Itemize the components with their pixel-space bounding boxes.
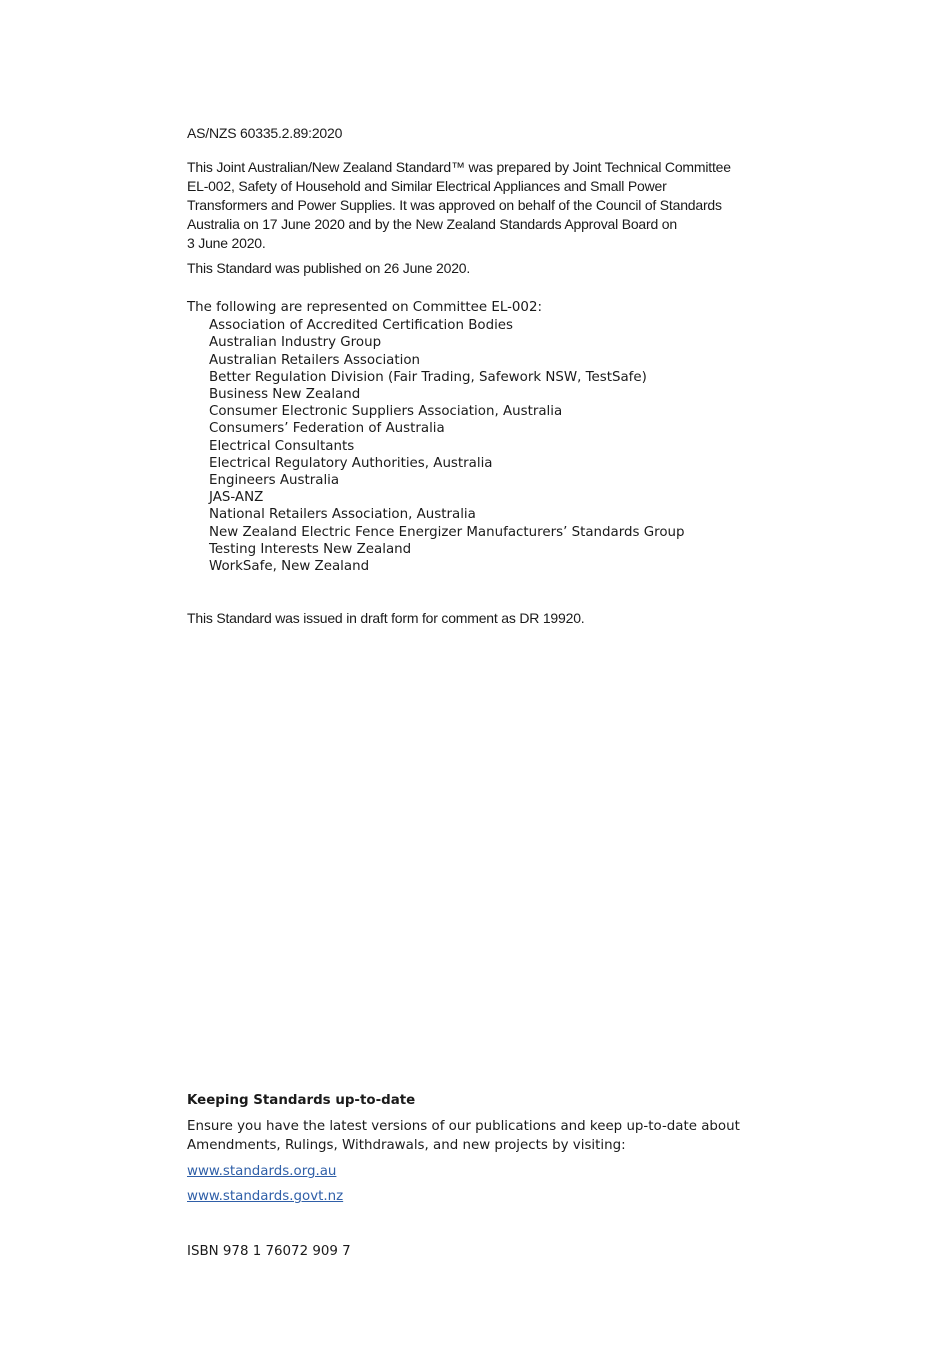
committee-member: WorkSafe, New Zealand (209, 559, 370, 575)
committee-member: Australian Industry Group (209, 335, 382, 351)
preparation-line: 3 June 2020. (187, 235, 266, 251)
committee-member-list (187, 317, 787, 575)
standards-new-zealand-link[interactable]: www.standards.govt.nz (187, 1189, 344, 1204)
committee-member: Business New Zealand (209, 387, 361, 403)
isbn-number: ISBN 978 1 76072 909 7 (187, 1244, 351, 1259)
keeping-up-to-date-section (187, 1092, 787, 1206)
committee-member: Better Regulation Division (Fair Trading, Safework NSW, TestSafe) (209, 369, 647, 385)
committee-member: Australian Retailers Association (209, 352, 421, 368)
preparation-line: Australia on 17 June 2020 and by the New Zealand Standards Approval Board on (187, 216, 677, 232)
standard-identifier: AS/NZS 60335.2.89:2020 (187, 125, 343, 141)
committee-member: Electrical Regulatory Authorities, Australia (209, 455, 493, 471)
committee-member: Association of Accredited Certification Bodies (209, 318, 514, 334)
committee-member: JAS-ANZ (209, 490, 264, 506)
publication-date-statement: This Standard was published on 26 June 2020. (187, 260, 471, 276)
committee-member: Testing Interests New Zealand (209, 541, 412, 557)
section-body (187, 1117, 787, 1155)
preparation-line: Transformers and Power Supplies. It was approved on behalf of the Council of Standards (187, 197, 722, 213)
standards-australia-link[interactable]: www.standards.org.au (187, 1164, 337, 1179)
committee-member: Consumer Electronic Suppliers Association, Australia (209, 404, 563, 420)
committee-member: Consumers’ Federation of Australia (209, 421, 445, 437)
body-line: Ensure you have the latest versions of our publications and keep up-to-date about (187, 1119, 740, 1134)
committee-member: National Retailers Association, Australia (209, 507, 476, 523)
preparation-line: EL-002, Safety of Household and Similar Electrical Appliances and Small Power (187, 178, 667, 194)
draft-note: This Standard was issued in draft form for comment as DR 19920. (187, 610, 585, 626)
committee-member: New Zealand Electric Fence Energizer Manufacturers’ Standards Group (209, 524, 685, 540)
committee-member: Engineers Australia (209, 473, 340, 489)
preparation-line: This Joint Australian/New Zealand Standard™ was prepared by Joint Technical Committee (187, 159, 731, 175)
committee-intro: The following are represented on Committee EL-002: (187, 300, 542, 315)
preparation-statement (187, 158, 787, 253)
body-line: Amendments, Rulings, Withdrawals, and new projects by visiting: (187, 1138, 626, 1153)
committee-member: Electrical Consultants (209, 438, 355, 454)
committee-section (187, 299, 787, 575)
section-heading: Keeping Standards up-to-date (187, 1093, 416, 1108)
